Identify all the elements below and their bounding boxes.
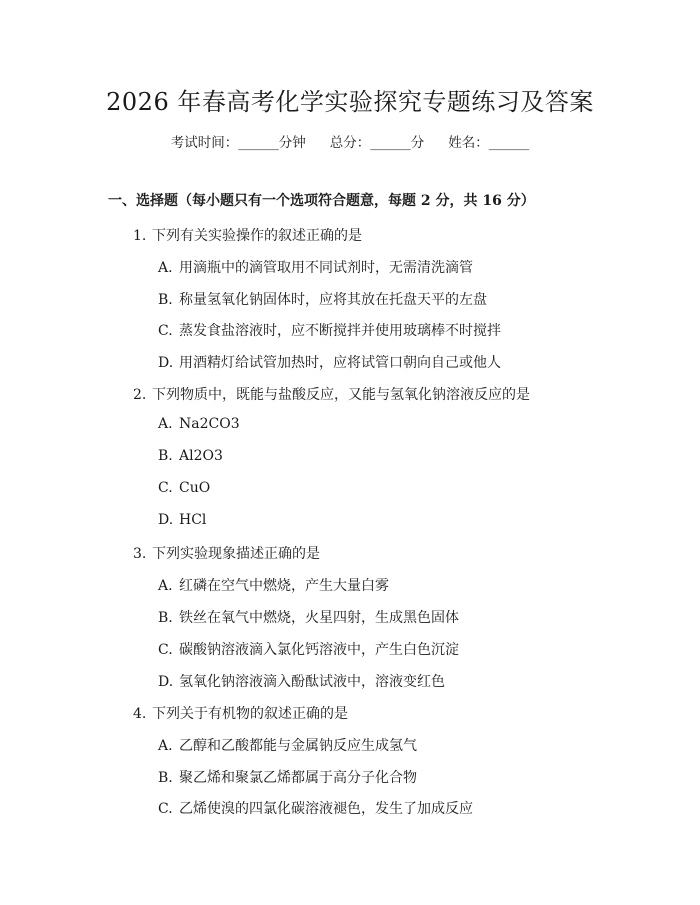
option-text: 红磷在空气中燃烧，产生大量白雾: [179, 578, 389, 594]
option-3d: [158, 671, 445, 691]
option-1a: [158, 257, 473, 277]
option-text: Na2CO3: [179, 416, 240, 432]
question-number: 1.: [133, 228, 147, 244]
option-letter: D.: [158, 674, 174, 690]
option-letter: B.: [158, 770, 173, 786]
option-1b: [158, 289, 487, 309]
option-4a: [158, 735, 417, 755]
option-letter: D.: [158, 355, 174, 371]
option-text: 用滴瓶中的滴管取用不同试剂时，无需清洗滴管: [179, 260, 473, 276]
exam-time-field: 考试时间：______分钟: [170, 135, 306, 151]
question-2: [133, 384, 530, 404]
option-letter: B.: [158, 292, 173, 308]
option-4b: [158, 767, 417, 787]
page-title: 2026 年春高考化学实验探究专题练习及答案: [106, 88, 594, 116]
option-text: 铁丝在氧气中燃烧，火星四射，生成黑色固体: [179, 610, 459, 626]
option-text: 碳酸钠溶液滴入氯化钙溶液中，产生白色沉淀: [179, 642, 459, 658]
option-letter: A.: [158, 260, 173, 276]
option-text: 聚乙烯和聚氯乙烯都属于高分子化合物: [179, 770, 417, 786]
option-1c: [158, 320, 501, 340]
option-letter: A.: [158, 578, 173, 594]
option-letter: A.: [158, 416, 173, 432]
option-letter: C.: [158, 323, 173, 339]
question-text: 下列关于有机物的叙述正确的是: [152, 706, 348, 722]
exam-meta: [0, 131, 700, 151]
question-text: 下列物质中，既能与盐酸反应，又能与氢氧化钠溶液反应的是: [152, 387, 530, 403]
option-letter: C.: [158, 480, 173, 496]
option-2b: [158, 448, 223, 464]
option-text: Al2O3: [179, 448, 223, 464]
option-2a: [158, 416, 240, 432]
option-1d: [158, 352, 501, 372]
question-number: 3.: [133, 546, 147, 562]
question-1: [133, 225, 362, 245]
option-letter: C.: [158, 801, 173, 817]
name-field: 姓名：______: [448, 135, 530, 151]
question-4: [133, 703, 348, 723]
option-text: 氢氧化钠溶液滴入酚酞试液中，溶液变红色: [179, 674, 445, 690]
option-text: CuO: [179, 480, 211, 496]
option-text: 蒸发食盐溶液时，应不断搅拌并使用玻璃棒不时搅拌: [179, 323, 501, 339]
total-score-field: 总分：______分: [329, 135, 425, 151]
option-text: 用酒精灯给试管加热时，应将试管口朝向自己或他人: [179, 355, 501, 371]
option-text: 乙烯使溴的四氯化碳溶液褪色，发生了加成反应: [179, 801, 473, 817]
option-3c: [158, 639, 459, 659]
option-letter: D.: [158, 512, 174, 528]
option-text: 称量氢氧化钠固体时，应将其放在托盘天平的左盘: [179, 292, 487, 308]
option-3a: [158, 575, 389, 595]
option-3b: [158, 607, 459, 627]
question-number: 2.: [133, 387, 147, 403]
option-text: 乙醇和乙酸都能与金属钠反应生成氢气: [179, 738, 417, 754]
question-3: [133, 543, 320, 563]
option-text: HCl: [179, 512, 207, 528]
option-2d: [158, 512, 206, 528]
option-letter: B.: [158, 610, 173, 626]
option-letter: C.: [158, 642, 173, 658]
question-number: 4.: [133, 706, 147, 722]
section-title: 一、选择题（每小题只有一个选项符合题意，每题 2 分，共 16 分）: [108, 193, 535, 209]
question-text: 下列实验现象描述正确的是: [152, 546, 320, 562]
question-text: 下列有关实验操作的叙述正确的是: [152, 228, 362, 244]
option-letter: A.: [158, 738, 173, 754]
option-2c: [158, 480, 210, 496]
option-letter: B.: [158, 448, 173, 464]
option-4c: [158, 798, 473, 818]
